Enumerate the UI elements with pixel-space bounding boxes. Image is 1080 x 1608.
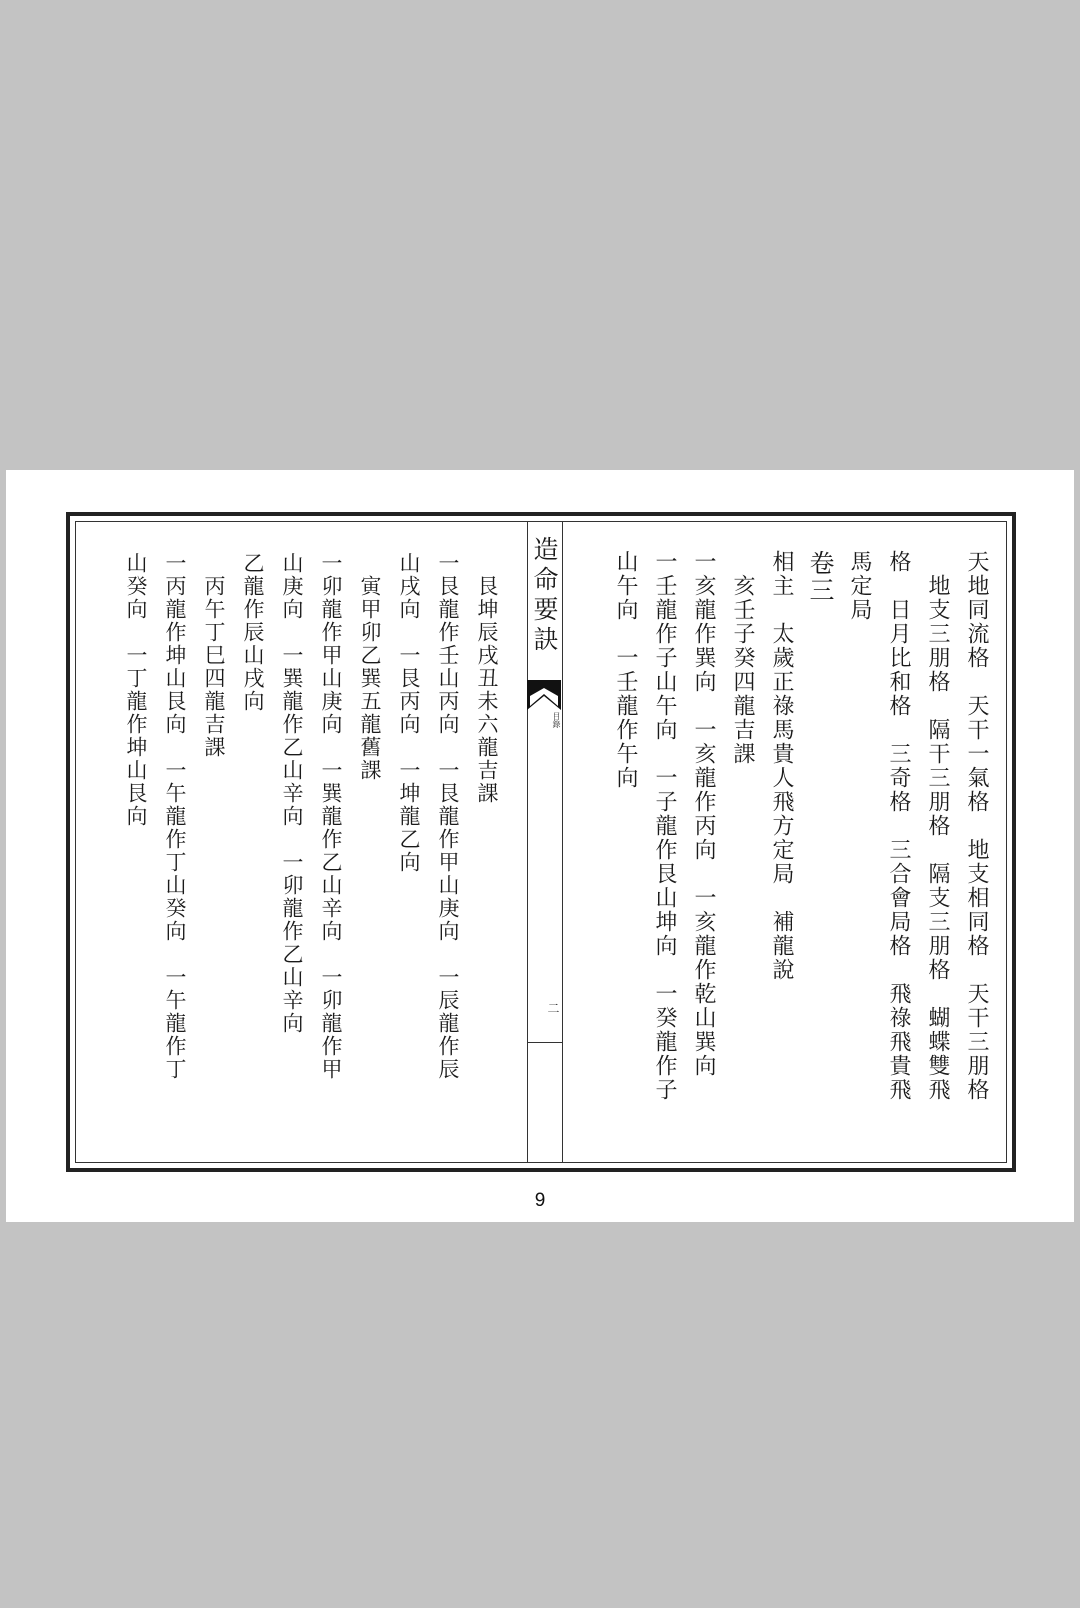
scanned-page (6, 470, 1074, 1222)
text-column: 一卯龍作甲山庚向 一巽龍作乙山辛向 一卯龍作甲 (319, 552, 343, 1081)
text-column: 乙龍作辰山戌向 (241, 552, 265, 713)
text-column: 山午向 一壬龍作午向 (613, 550, 638, 790)
text-column: 一丙龍作坤山艮向 一午龍作丁山癸向 一午龍作丁 (163, 552, 187, 1081)
text-column: 格 日月比和格 三奇格 三合會局格 飛祿飛貴飛 (886, 550, 911, 1102)
text-column: 一艮龍作壬山丙向 一艮龍作甲山庚向 一辰龍作辰 (436, 552, 460, 1081)
leaf-number: 二 (546, 1002, 560, 1014)
spine-divider (528, 1042, 562, 1043)
book-title: 造命要訣 (530, 536, 559, 656)
section-heading: 亥壬子癸四龍吉課 (730, 550, 755, 766)
volume-heading: 卷三 (806, 550, 835, 604)
left-text-panel (80, 522, 512, 1162)
text-column: 山癸向 一丁龍作坤山艮向 (124, 552, 148, 828)
text-column: 相主 太歲正祿馬貴人飛方定局 補龍說 (769, 550, 794, 982)
page-number: 9 (534, 1190, 546, 1211)
text-column: 馬定局 (847, 550, 872, 622)
section-heading: 丙午丁巳四龍吉課 (202, 552, 226, 759)
text-column: 一亥龍作巽向 一亥龍作丙向 一亥龍作乾山巽向 (691, 550, 716, 1078)
text-column: 地支三朋格 隔干三朋格 隔支三朋格 蝴蝶雙飛 (925, 550, 950, 1102)
text-column: 一壬龍作子山午向 一子龍作艮山坤向 一癸龍作子 (652, 550, 677, 1102)
text-column: 山戌向 一艮丙向 一坤龍乙向 (397, 552, 421, 874)
section-heading: 寅甲卯乙巽五龍舊課 (358, 552, 382, 782)
center-spine (527, 522, 563, 1162)
fishtail-mark-icon (527, 680, 561, 712)
text-column: 天地同流格 天干一氣格 地支相同格 天干三朋格 (964, 550, 989, 1102)
page-border (66, 512, 1016, 1172)
inner-border (75, 521, 1007, 1163)
text-column: 山庚向 一巽龍作乙山辛向 一卯龍作乙山辛向 (280, 552, 304, 1035)
section-label: 目錄 (552, 712, 561, 728)
right-text-panel (554, 522, 1002, 1162)
section-heading: 艮坤辰戌丑未六龍吉課 (475, 552, 499, 805)
